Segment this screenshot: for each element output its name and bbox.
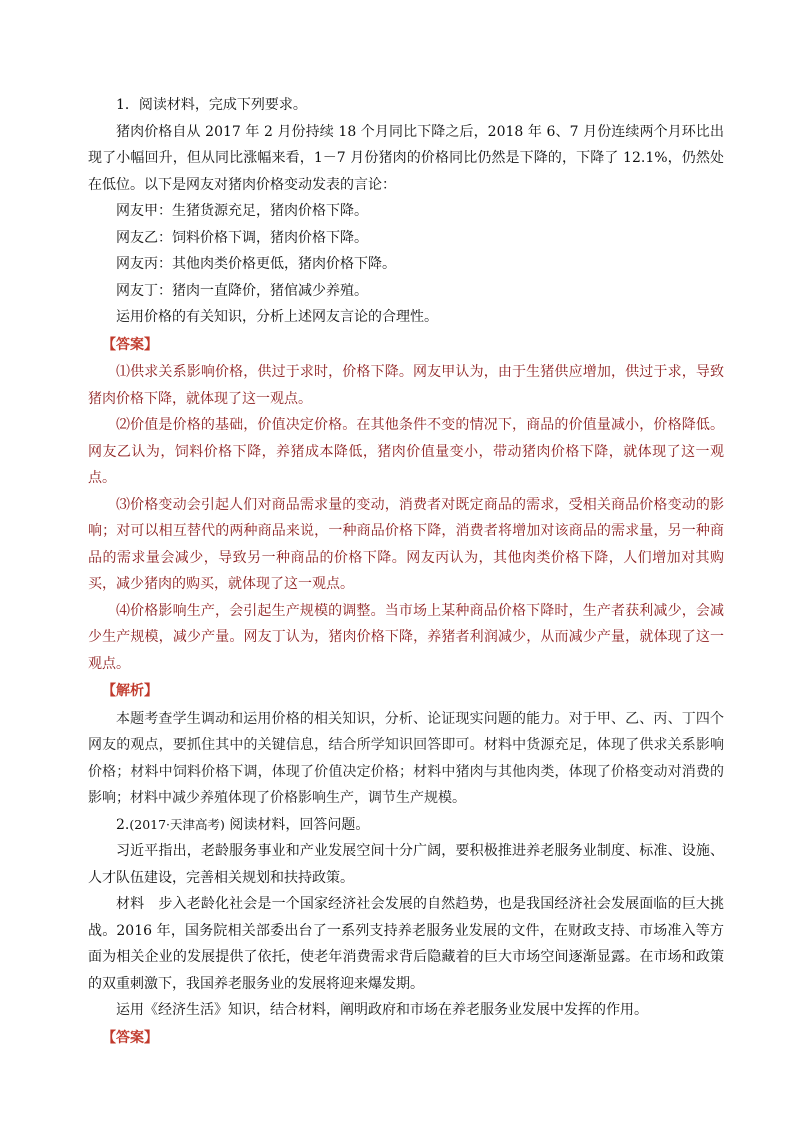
q1-question: 运用价格的有关知识，分析上述网友言论的合理性。	[116, 309, 438, 325]
q1-netizen-b: 网友乙：饲料价格下调，猪肉价格下降。	[116, 229, 368, 246]
q2-number: 2.	[116, 816, 130, 833]
q1-answer-2: ⑵价值是价格的基础，价值决定价格。在其他条件不变的情况下，商品的价值量减小，价格降低。网友乙认为，饲料价格下降，养猪成本降低，猪肉价值量变小，带动猪肉价格下降，就体现了这一观点。	[88, 417, 724, 486]
q1-answer-4: ⑷价格影响生产，会引起生产规模的调整。当市场上某种商品价格下降时，生产者获利减少，会减少生产规模，减少产量。网友丁认为，猪肉价格下降，养猪者利润减少，从而减少产量，就体现了这一观点。	[88, 602, 724, 672]
q1-analysis: 本题考查学生调动和运用价格的相关知识，分析、论证现实问题的能力。对于甲、乙、丙、丁四个网友的观点，要抓住其中的关键信息，结合所学知识回答即可。材料中货源充足，体现了供求关系影响价格；材料中饲料价格下调，体现了价值决定价格；材料中猪肉与其他肉类，体现了价格变动对消费的影响；材料中减少养殖体现了价格影响生产，调节生产规模。	[88, 710, 724, 806]
q2-intro: 习近平指出，老龄服务事业和产业发展空间十分广阔，要积极推进养老服务业制度、标准、设施、人才队伍建设，完善相关规划和扶持政策。	[88, 843, 724, 886]
q1-netizen-d: 网友丁：猪肉一直降价，猪倌减少养殖。	[116, 282, 368, 299]
q1-answer-3: ⑶价格变动会引起人们对商品需求量的变动，消费者对既定商品的需求，受相关商品价格变动的影响；对可以相互替代的两种商品来说，一种商品价格下降，消费者将增加对该商品的需求量，另一种商品的需求量会减少，导致另一种商品的价格下降。网友丙认为，其他肉类价格下降，人们增加对其购买，减少猪肉的购买，就体现了这一观点。	[88, 496, 724, 592]
q2-source: (2017·天津高考)	[129, 816, 225, 832]
q1-answer-label: 【答案】	[102, 336, 158, 353]
q2-title: 阅读材料，回答问题。	[229, 816, 370, 833]
q1-material: 猪肉价格自从 2017 年 2 月份持续 18 个月同比下降之后，2018 年 6、7 月份连续两个月环比出现了小幅回升，但从同比涨幅来看，1－7 月份猪肉的价格同比仍然是下降的，下降了 12.1%，仍然处在低位。以下是网友对猪肉价格变动发表的言论：	[88, 123, 724, 193]
q1-netizen-c: 网友丙：其他肉类价格更低，猪肉价格下降。	[116, 256, 396, 272]
q2-heading	[88, 812, 724, 839]
q2-answer-label: 【答案】	[102, 1029, 158, 1046]
q1-netizen-a: 网友甲：生猪货源充足，猪肉价格下降。	[116, 203, 368, 219]
q1-answer-1: ⑴供求关系影响价格，供过于求时，价格下降。网友甲认为，由于生猪供应增加，供过于求，导致猪肉价格下降，就体现了这一观点。	[88, 364, 724, 407]
q1-answer-block	[88, 359, 724, 677]
q1-title: 1．阅读材料，完成下列要求。	[116, 97, 307, 113]
q2-question: 运用《经济生活》知识，结合材料，阐明政府和市场在养老服务业发展中发挥的作用。	[116, 1002, 648, 1018]
q2-material: 材料 步入老龄化社会是一个国家经济社会发展的自然趋势，也是我国经济社会发展面临的巨大挑战。2016 年，国务院相关部委出台了一系列支持养老服务业发展的文件，在财政支持、市场准入等方面为相关企业的发展提供了依托，使老年消费需求背后隐藏着的巨大市场空间逐渐显露。在市场和政策的双重刺激下，我国养老服务业的发展将迎来爆发期。	[88, 896, 724, 992]
document-page	[88, 92, 724, 1052]
q1-analysis-label: 【解析】	[102, 683, 158, 699]
